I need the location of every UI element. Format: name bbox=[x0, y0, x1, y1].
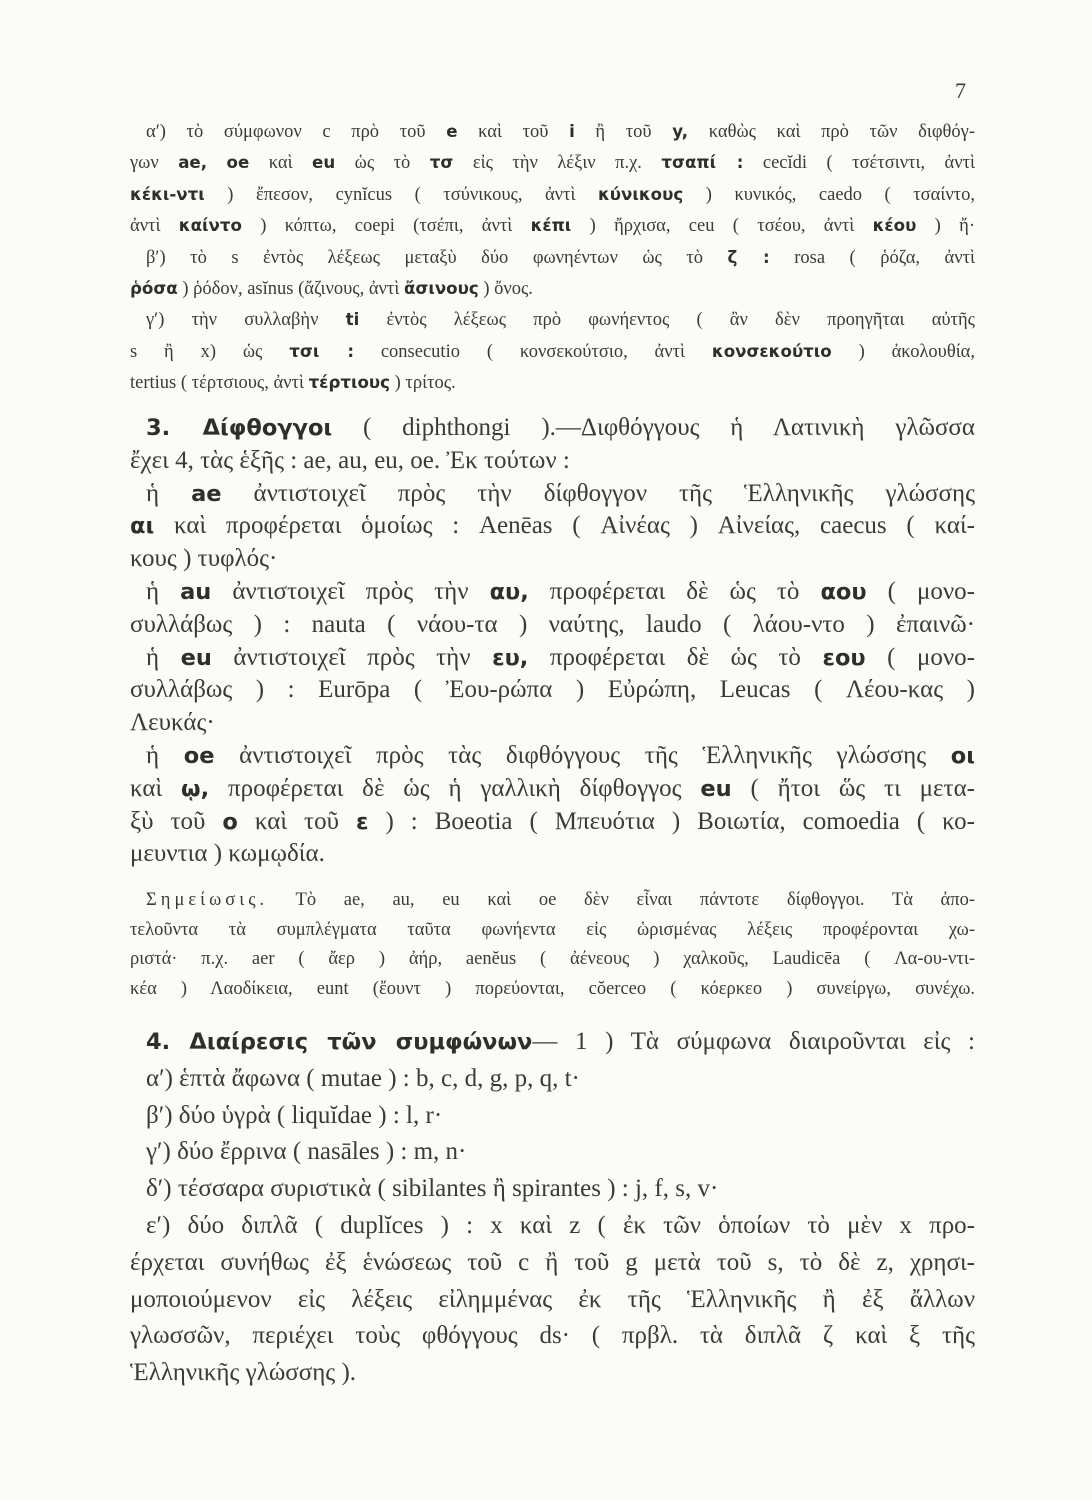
text-run: ( μονο- bbox=[866, 578, 975, 605]
text-run: ) κυνικός, caedo ( τσαίντο, bbox=[683, 184, 975, 205]
text-run: συλλάβως ) : nauta ( νάου-τα ) ναύτης, laudo ( λάου-ντο ) ἐπαινῶ· bbox=[130, 610, 975, 638]
text-run: κέα ) Λαοδίκεια, eunt (ἔουντ ) πορεύονται, cŏerceo ( κόερκεο ) συνείργω, συνέχω. bbox=[130, 979, 975, 1000]
bold-term: ae bbox=[191, 480, 222, 507]
text-run: καὶ τοῦ bbox=[237, 807, 356, 835]
bold-term: eu bbox=[180, 644, 212, 671]
text-line bbox=[130, 775, 975, 803]
text-run: ἐντὸς λέξεως πρὸ φωνήεντος ( ἂν δὲν προηγῆται αὐτῆς bbox=[359, 310, 975, 331]
text-line bbox=[146, 1102, 975, 1130]
text-run: ( diphthongi ).—Διφθόγγους ἡ Λατινικὴ γλῶσσα bbox=[332, 414, 976, 441]
text-run: ὡς τὸ bbox=[335, 153, 430, 174]
text-run: τελοῦντα τὰ συμπλέγματα ταῦτα φωνήεντα εἰς ὡρισμένας λέξεις προφέρονται χω- bbox=[130, 919, 975, 940]
text-run: καὶ bbox=[130, 774, 182, 802]
text-run: ) ῥόδον, asĭnus (ἄζινους, ἀντὶ bbox=[177, 279, 404, 299]
text-line bbox=[146, 414, 975, 442]
text-line bbox=[130, 342, 975, 363]
text-run: ἡ bbox=[146, 742, 184, 769]
bold-term: εου bbox=[822, 644, 866, 671]
bold-term: οι bbox=[950, 743, 975, 769]
text-line bbox=[130, 545, 975, 573]
text-run: — 1 ) Τὰ σύμφωνα διαιροῦνται εἰς : bbox=[532, 1028, 976, 1055]
bold-term: κέπι bbox=[530, 216, 572, 236]
text-run: μευντια ) κωμῳδία. bbox=[130, 840, 325, 868]
bold-term: 4. Διαίρεσις τῶν συμφώνων bbox=[146, 1029, 533, 1055]
text-run: ἢ τοῦ bbox=[574, 122, 673, 142]
text-run: β′) τὸ s ἐντὸς λέξεως μεταξὺ δύο φωνηέντων ὡς τὸ bbox=[146, 247, 728, 268]
text-run: ἀντιστοιχεῖ πρὸς τὴν bbox=[211, 643, 493, 671]
bold-term: eu bbox=[700, 775, 732, 802]
text-run: καὶ προφέρεται ὁμοίως : Aenēas ( Αἰνέας ) Αἰνείας, caecus ( καί- bbox=[154, 512, 975, 540]
bold-term: y, bbox=[672, 122, 689, 141]
text-run: εἰς τὴν λέξιν π.χ. bbox=[453, 153, 662, 174]
bold-term: 3. Δίφθογγοι bbox=[146, 415, 333, 441]
text-run: ( ἤτοι ὥς τι μετα- bbox=[731, 774, 975, 802]
text-line bbox=[146, 122, 975, 143]
bold-term: αου bbox=[820, 579, 867, 605]
bold-term: oe bbox=[226, 153, 250, 173]
bold-term: ae, bbox=[178, 153, 208, 173]
text-run: κους ) τυφλός· bbox=[130, 545, 278, 573]
text-line bbox=[130, 185, 975, 206]
text-run: έρχεται συνήθως ἐξ ἑνώσεως τοῦ c ἢ τοῦ g μετὰ τοῦ s, τὸ δὲ z, χρησι- bbox=[130, 1248, 975, 1276]
text-run: ἀντὶ bbox=[130, 216, 179, 237]
text-line bbox=[130, 979, 975, 1000]
text-run: Λευκάς· bbox=[130, 709, 215, 737]
text-line bbox=[130, 709, 975, 737]
text-run: β′) δύο ὑγρὰ ( liquĭdae ) : l, r· bbox=[146, 1101, 443, 1129]
bold-term: ῥόσα bbox=[130, 279, 178, 298]
text-run: ) : Boeotia ( Μπευότια ) Βοιωτία, comoedia ( κο- bbox=[368, 807, 975, 835]
text-run: προφέρεται δὲ ὡς ἡ γαλλικὴ δίφθογγος bbox=[209, 774, 701, 802]
bold-term: ευ, bbox=[492, 644, 529, 671]
text-run: ) ἤ· bbox=[916, 216, 975, 237]
text-run: ε′) δύο διπλᾶ ( duplĭces ) : x καὶ z ( ἐκ τῶν ὁποίων τὸ μὲν x προ- bbox=[146, 1212, 975, 1239]
text-run: καθὼς καὶ πρὸ τῶν διφθόγ- bbox=[688, 122, 975, 142]
text-line bbox=[130, 920, 975, 941]
text-run: ) ἔπεσον, cynĭcus ( τσύνικους, ἀντὶ bbox=[204, 184, 598, 205]
bold-term: ti bbox=[345, 310, 360, 330]
bold-term: αυ, bbox=[489, 579, 529, 605]
text-run: ἡ bbox=[146, 643, 181, 671]
text-line bbox=[146, 742, 975, 770]
text-run: s ἢ x) ὡς bbox=[130, 341, 290, 362]
text-run: ριστά· π.χ. aer ( ἄερ ) ἀήρ, aenĕus ( ἀένεους ) χαλκοῦς, Laudicēa ( Λα-ου-ντι- bbox=[130, 949, 975, 970]
bold-term: κύνικους bbox=[597, 184, 684, 204]
text-line bbox=[130, 1286, 975, 1314]
text-line bbox=[130, 676, 975, 704]
text-line bbox=[130, 447, 975, 475]
bold-term: oe bbox=[183, 743, 215, 769]
text-line bbox=[130, 808, 975, 836]
text-line bbox=[146, 1175, 975, 1203]
text-line bbox=[146, 644, 975, 672]
bold-term: τέρτιους bbox=[308, 373, 390, 393]
text-line bbox=[146, 310, 975, 331]
text-run: γ′) τὴν συλλαβὴν bbox=[146, 310, 346, 331]
text-run: δ′) τέσσαρα συριστικὰ ( sibilantes ἢ spirantes ) : j, f, s, v· bbox=[146, 1175, 719, 1203]
text-run: ) τρίτος. bbox=[390, 373, 456, 394]
bold-term: ἄσινους bbox=[403, 279, 479, 298]
text-run: συλλάβως ) : Eurōpa ( Ἐου-ρώπα ) Εὐρώπη, Leucas ( Λέου-κας ) bbox=[130, 676, 975, 704]
text-run: tertius ( τέρτσιους, ἀντὶ bbox=[130, 373, 309, 394]
bold-term: κέου bbox=[872, 216, 917, 236]
bold-term: τσαπί : bbox=[661, 153, 744, 173]
text-run: ἀντιστοιχεῖ πρὸς τὴν bbox=[211, 578, 490, 605]
text-run: rosa ( ῥόζα, ἀντὶ bbox=[769, 247, 975, 268]
bold-term: καίντο bbox=[178, 216, 242, 236]
text-line bbox=[130, 949, 975, 970]
text-line bbox=[146, 578, 975, 606]
text-line bbox=[146, 890, 975, 911]
text-run: consecutio ( κονσεκούτσιο, ἀντὶ bbox=[353, 341, 712, 362]
bold-term: τσι : bbox=[289, 341, 354, 361]
note-heading: Σημείωσις. bbox=[146, 890, 269, 910]
bold-term: αι bbox=[130, 513, 155, 540]
text-line bbox=[146, 1212, 975, 1240]
text-run: α′) ἑπτὰ ἄφωνα ( mutae ) : b, c, d, g, p, q, t· bbox=[146, 1064, 580, 1092]
text-run: ξὺ τοῦ bbox=[130, 807, 223, 835]
text-line bbox=[146, 1028, 975, 1056]
bold-term: ο bbox=[222, 808, 238, 835]
text-line bbox=[130, 153, 975, 174]
text-run: Ἑλληνικῆς γλώσσης ). bbox=[130, 1359, 357, 1387]
bold-term: eu bbox=[312, 153, 336, 173]
text-run: ἔχει 4, τὰς ἑξῆς : ae, au, eu, oe. Ἐκ τούτων : bbox=[130, 446, 570, 474]
text-run: cecĭdi ( τσέτσιντι, ἀντὶ bbox=[743, 153, 976, 174]
text-run: μοποιούμενον εἰς λέξεις εἰλημμένας ἐκ τῆς Ἑλληνικῆς ἢ ἐξ ἄλλων bbox=[130, 1285, 975, 1313]
text-line bbox=[130, 373, 975, 394]
text-line bbox=[130, 512, 975, 540]
text-run: προφέρεται δὲ ὡς τὸ bbox=[528, 643, 823, 671]
text-run: ἀντιστοιχεῖ πρὸς τὴν δίφθογγον τῆς Ἑλληνικῆς γλώσσης bbox=[221, 479, 975, 507]
text-run: καὶ τοῦ bbox=[457, 122, 570, 142]
text-run: γλωσσῶν, περιέχει τοὺς φθόγγους ds· ( πρβλ. τὰ διπλᾶ ζ καὶ ξ τῆς bbox=[130, 1322, 975, 1350]
text-run: α′) τὸ σύμφωνον c πρὸ τοῦ bbox=[146, 122, 447, 142]
text-line bbox=[130, 279, 975, 300]
page-number: 7 bbox=[955, 78, 966, 103]
text-run: ) ἤρχισα, ceu ( τσέου, ἀντὶ bbox=[571, 216, 873, 237]
bold-term: ε bbox=[355, 808, 369, 835]
text-run: γων bbox=[130, 153, 179, 174]
text-run bbox=[207, 153, 226, 173]
text-run: καὶ bbox=[249, 153, 313, 174]
text-run: Τὸ ae, au, eu καὶ oe δὲν εἶναι πάντοτε δίφθογγοι. Τὰ ἀπο- bbox=[268, 890, 975, 910]
text-run: ) ὄνος. bbox=[478, 279, 533, 299]
text-line bbox=[130, 1322, 975, 1350]
bold-term: τσ bbox=[429, 153, 454, 173]
text-line bbox=[146, 1065, 975, 1093]
text-run: γ′) δύο ἔρρινα ( nasāles ) : m, n· bbox=[146, 1138, 467, 1166]
text-run: ἀντιστοιχεῖ πρὸς τὰς διφθόγγους τῆς Ἑλληνικῆς γλώσσης bbox=[214, 742, 951, 769]
text-line bbox=[130, 1249, 975, 1277]
bold-term: κονσεκούτιο bbox=[711, 341, 832, 361]
text-line bbox=[146, 1138, 975, 1166]
bold-term: ζ : bbox=[727, 247, 770, 267]
text-line bbox=[130, 611, 975, 639]
text-run: ) ἀκολουθία, bbox=[831, 341, 975, 362]
text-run: ) κόπτω, coepi (τσέπι, ἀντὶ bbox=[241, 216, 531, 237]
text-run: ἡ bbox=[146, 578, 181, 605]
bold-term: au bbox=[180, 579, 212, 605]
text-run: ( μονο- bbox=[865, 643, 976, 671]
text-run: ἡ bbox=[146, 479, 192, 507]
text-run: προφέρεται δὲ ὡς τὸ bbox=[528, 578, 821, 605]
text-line bbox=[146, 480, 975, 508]
text-line bbox=[130, 1359, 975, 1387]
bold-term: ῳ, bbox=[181, 775, 210, 802]
bold-term: i bbox=[569, 122, 575, 141]
text-line bbox=[130, 216, 975, 237]
text-line bbox=[146, 248, 975, 269]
bold-term: e bbox=[446, 122, 458, 141]
text-line bbox=[130, 840, 975, 868]
bold-term: κέκι-ντι bbox=[130, 184, 205, 204]
